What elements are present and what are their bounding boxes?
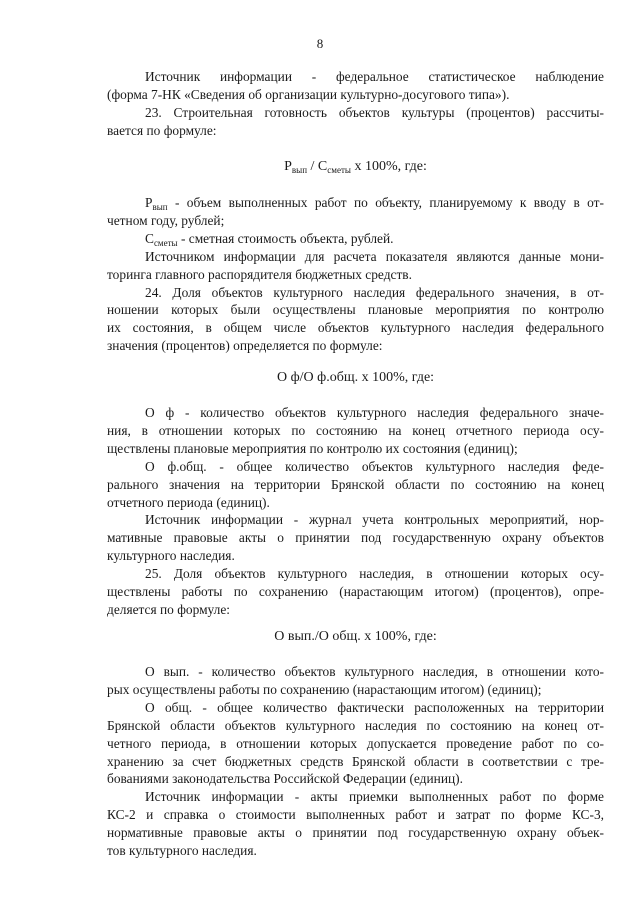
paragraph-block-2 xyxy=(107,194,604,355)
line-text: Источник информации - журнал учета контрольных мероприятий, нор- xyxy=(145,512,604,528)
line-text: их состояния, в общем числе объектов культурного наследия федерального xyxy=(107,320,604,336)
formula-construction-readiness: $Р_{вып} / С_{сметы}$ х 100%, где: xyxy=(284,159,427,175)
text-line xyxy=(107,122,604,140)
variable-symbol: С xyxy=(145,230,154,246)
text-line xyxy=(107,681,604,699)
text-line xyxy=(107,440,604,458)
text-line xyxy=(107,248,604,266)
line-text: О ф - количество объектов культурного наследия федерального значе- xyxy=(145,405,604,420)
text-line xyxy=(107,663,604,681)
line-text: 23. Строительная готовность объектов культуры (процентов) рассчиты- xyxy=(145,104,604,120)
line-text: деляется по формуле: xyxy=(107,601,231,617)
line-text: бованиями законодательства Российской Федерации (единиц). xyxy=(107,771,463,787)
text-line xyxy=(107,458,604,476)
text-line xyxy=(107,422,604,440)
text-line xyxy=(107,601,604,619)
line-text: ния, в отношении которых по состоянию на конец отчетного периода осу- xyxy=(107,422,604,438)
text-line xyxy=(107,565,604,583)
line-text: ношении которых были осуществлены плановые мероприятия по контролю xyxy=(107,302,604,318)
paragraph-block-3 xyxy=(107,404,604,619)
line-text: торинга главного распорядителя бюджетных средств. xyxy=(107,266,412,282)
text-line xyxy=(107,301,604,319)
text-line xyxy=(107,699,604,717)
line-text: Источник информации - акты приемки выполненных работ по форме xyxy=(145,789,604,805)
text-line xyxy=(107,529,604,547)
line-text: - объем выполненных работ по объекту, планируемому к вводу в от- xyxy=(167,195,604,210)
line-text: культурного наследия. xyxy=(107,548,235,564)
text-line xyxy=(107,212,604,230)
text-line xyxy=(107,86,604,104)
variable-subscript: вып xyxy=(152,202,168,212)
formula-heritage-preservation: О вып./О общ. х 100%, где: xyxy=(274,629,437,644)
text-line xyxy=(107,104,604,122)
variable-symbol: Р xyxy=(145,195,153,210)
line-text: ществлены работы по сохранению (нарастающим итогом) (процентов), опре- xyxy=(107,584,604,600)
text-line xyxy=(107,404,604,422)
line-text: хранению за счет бюджетных средств Брянской области в соответствии с тре- xyxy=(107,753,604,769)
text-line xyxy=(107,842,604,860)
text-line xyxy=(107,230,604,248)
line-text: четном году, рублей; xyxy=(107,212,225,228)
line-text: О общ. - общее количество фактически расположенных на территории xyxy=(145,699,604,715)
text-line xyxy=(107,284,604,302)
text-line xyxy=(107,266,604,284)
line-text: (форма 7-НК «Сведения об организации культурно-досугового типа»). xyxy=(107,86,510,102)
line-text: рых осуществлены работы по сохранению (нарастающим итогом) (единиц); xyxy=(107,681,542,697)
text-line xyxy=(107,770,604,788)
text-line xyxy=(107,735,604,753)
line-text: нормативные правовые акты о принятии под государственную охрану объек- xyxy=(107,825,604,841)
text-line xyxy=(107,547,604,565)
text-line xyxy=(107,788,604,806)
line-text: О ф.общ. - общее количество объектов культурного наследия феде- xyxy=(145,458,604,474)
line-text: тов культурного наследия. xyxy=(107,843,257,859)
page-number: 8 xyxy=(316,36,324,51)
line-text: вается по формуле: xyxy=(107,122,217,138)
line-text: мативные правовые акты о принятии под государственную охрану объектов xyxy=(107,530,604,546)
text-line xyxy=(107,824,604,842)
line-text: - сметная стоимость объекта, рублей. xyxy=(177,230,394,246)
line-text: Источником информации для расчета показателя являются данные мони- xyxy=(145,248,604,264)
paragraph-block-4 xyxy=(107,663,604,860)
line-text: рального значения на территории Брянской области по состоянию на конец xyxy=(107,476,604,492)
line-text: значения (процентов) определяется по формуле: xyxy=(107,338,383,354)
line-text: 24. Доля объектов культурного наследия федерального значения, в от- xyxy=(145,284,604,300)
line-text: отчетного периода (единиц). xyxy=(107,494,270,510)
text-line xyxy=(107,476,604,494)
text-line xyxy=(107,194,604,212)
line-text: 25. Доля объектов культурного наследия, в отношении которых осу- xyxy=(145,566,604,582)
text-line xyxy=(107,717,604,735)
text-line xyxy=(107,68,604,86)
paragraph-block-1 xyxy=(107,68,604,140)
text-line xyxy=(107,806,604,824)
line-text: О вып. - количество объектов культурного наследия, в отношении кото- xyxy=(145,664,604,679)
text-line xyxy=(107,494,604,512)
formula-heritage-control: О ф/О ф.общ. х 100%, где: xyxy=(276,370,435,385)
text-line xyxy=(107,753,604,771)
variable-subscript: сметы xyxy=(153,237,178,248)
line-text: Источник информации - федеральное статистическое наблюдение xyxy=(145,69,604,84)
text-line xyxy=(107,583,604,601)
text-line xyxy=(107,319,604,337)
line-text: ществлены плановые мероприятия по контролю их состояния (единиц); xyxy=(107,440,518,456)
line-text: Брянской области объектов культурного наследия по состоянию на конец от- xyxy=(107,717,604,733)
line-text: четного периода, в отношении которых допускается проведение работ по со- xyxy=(107,735,604,751)
line-text: КС-2 и справка о стоимости выполненных работ и затрат по форме КС-3, xyxy=(107,807,604,823)
text-line xyxy=(107,511,604,529)
text-line xyxy=(107,337,604,355)
